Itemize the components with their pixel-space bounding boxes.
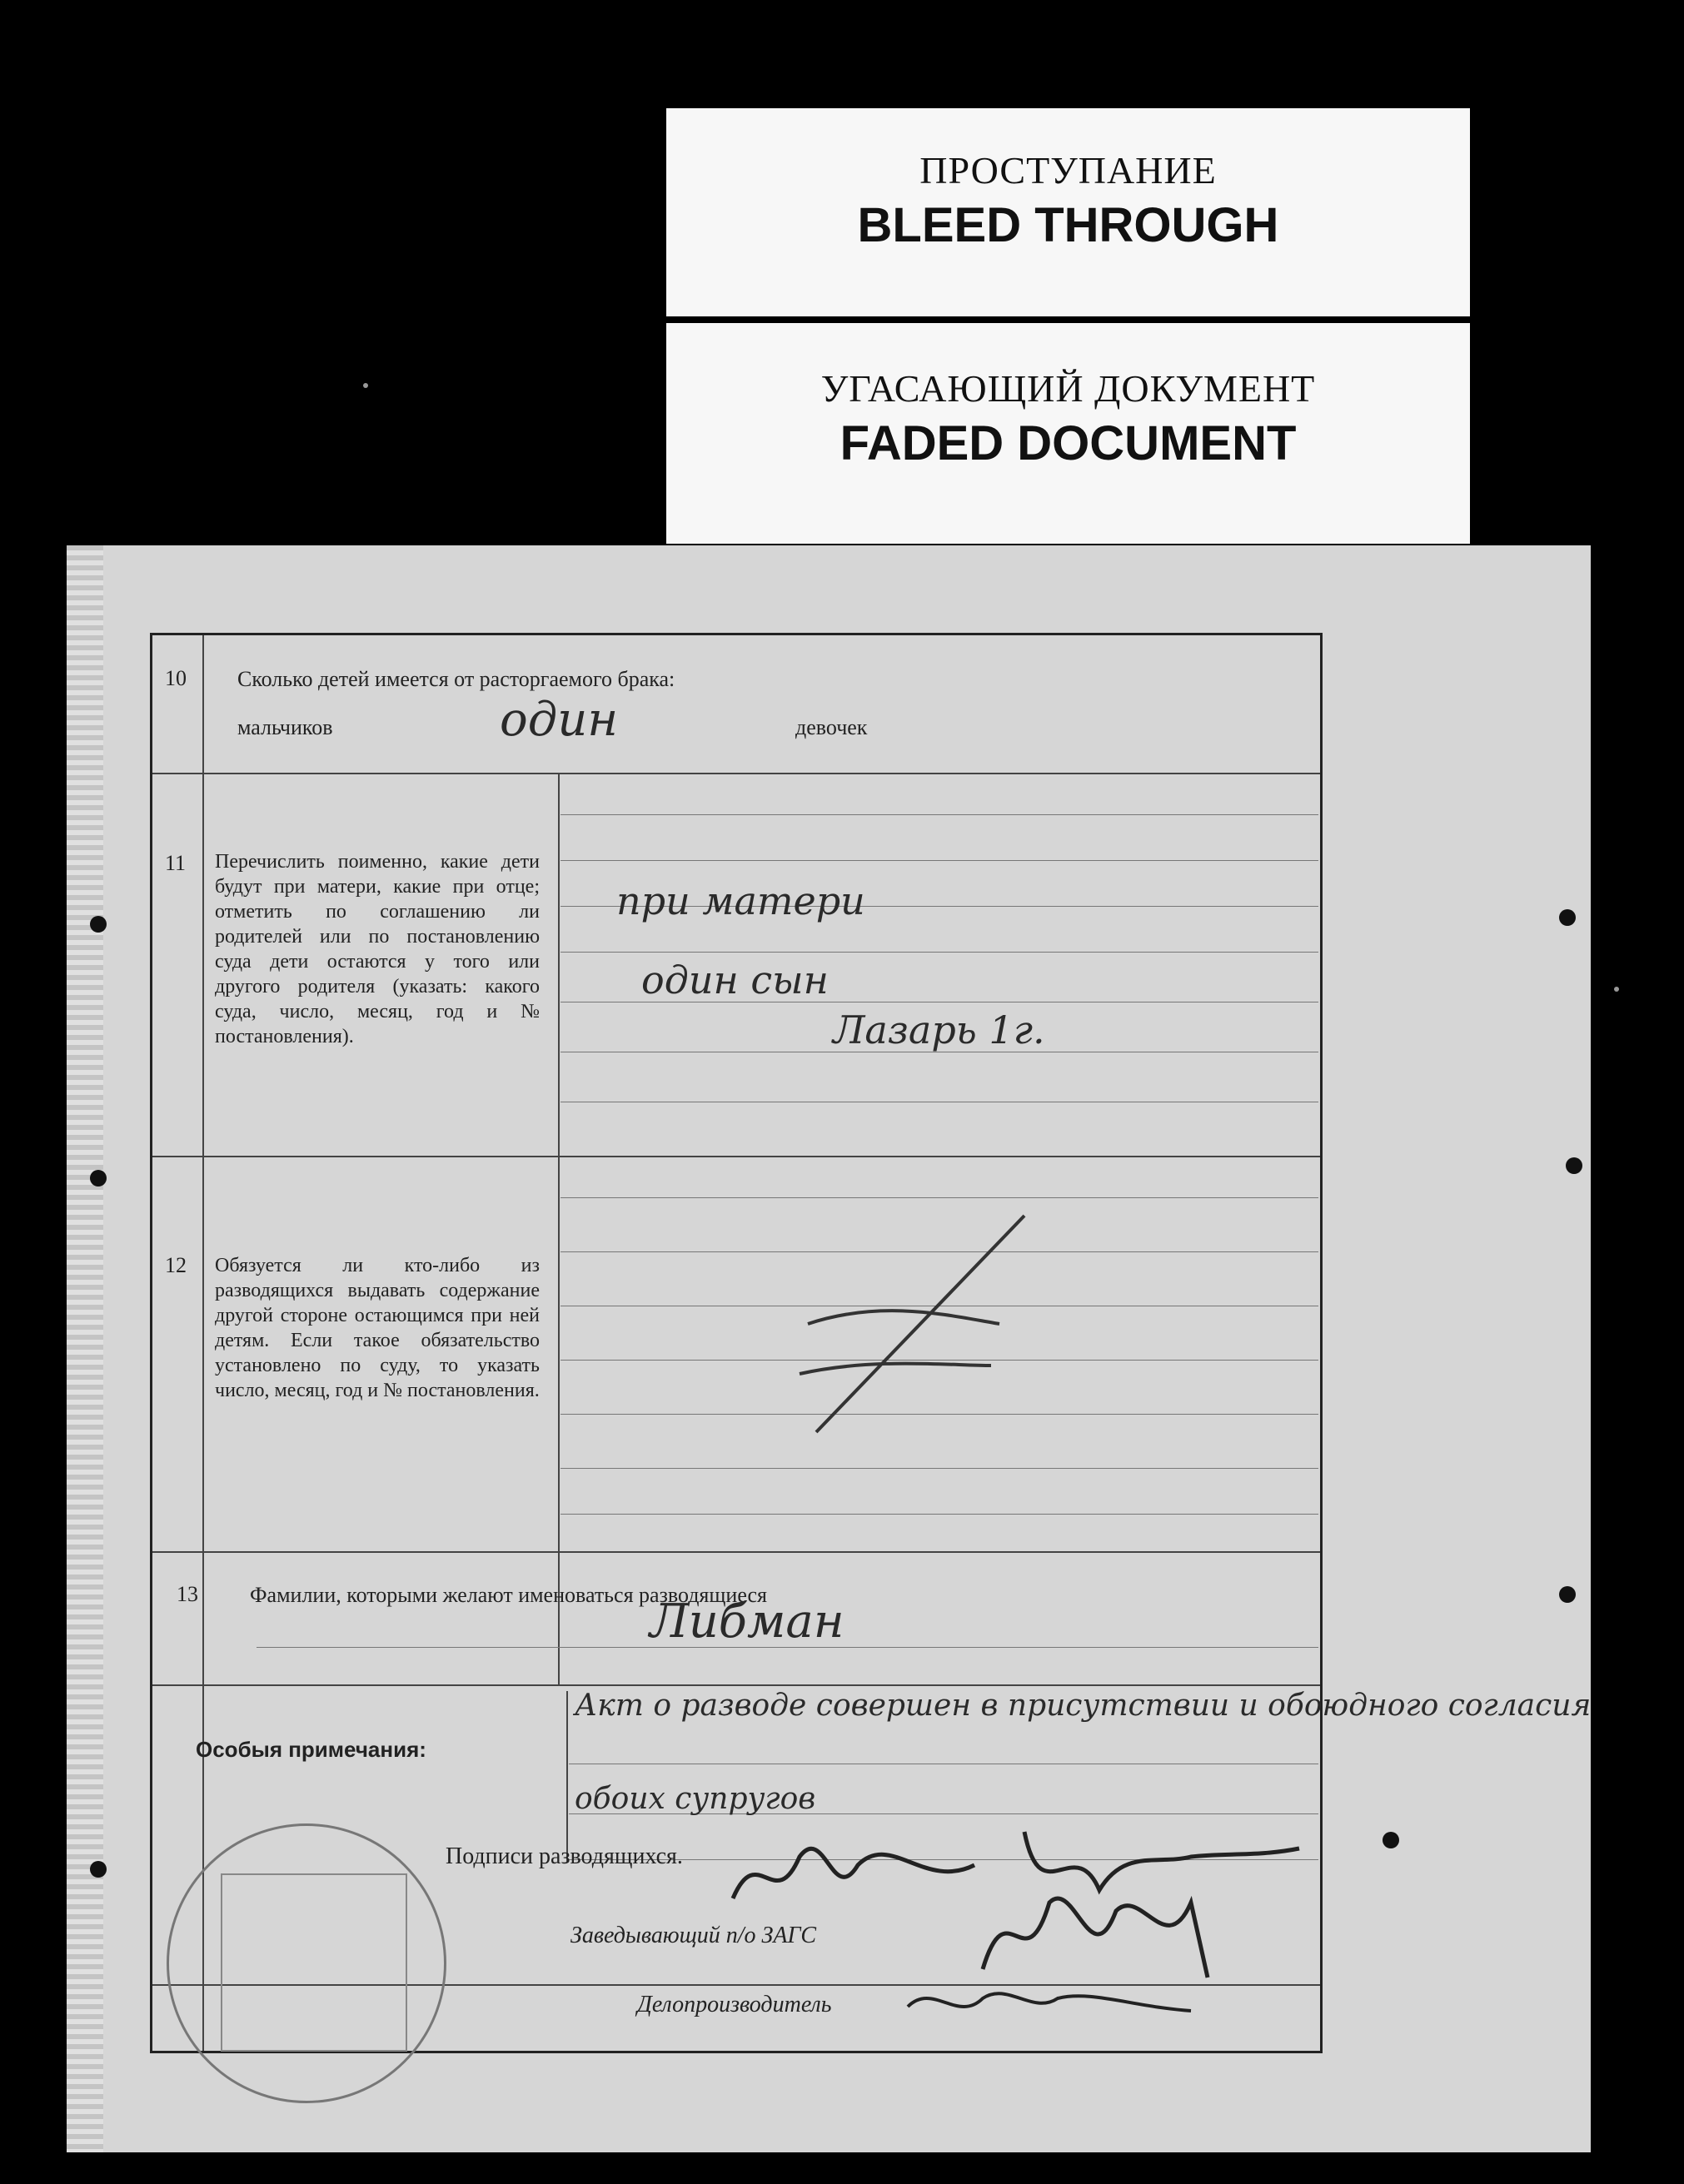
perforated-edge [67,545,103,2152]
head-zags-label: Заведывающий п/о ЗАГС [570,1923,817,1948]
row-11-answer-line3: Лазарь 1г. [833,1007,1045,1052]
clerk-signature [899,1973,1199,2040]
binding-hole-mark [90,1861,107,1878]
answer-rule [561,952,1318,953]
clerk-label: Делопроизводитель [637,1992,832,2017]
row-12-question: Обязуется ли кто-либо из разводящихся выдавать содержание другой стороне остающимся при ней детям. Если такое обязательство установлено по суду, то указать число, месяц, год и № постановления. [215,1255,540,1401]
official-stamp-inner-box [221,1873,407,2052]
row-10-question: Сколько детей имеется от расторгаемого брака: [237,667,675,691]
row-number-12: 12 [165,1253,187,1277]
bleed-through-label-card [666,108,1470,316]
row-divider [152,1684,1320,1686]
bleed-through-en: BLEED THROUGH [857,198,1279,252]
column-divider [202,635,204,2051]
row-number-13: 13 [177,1582,198,1606]
faded-document-ru: УГАСАЮЩИЙ ДОКУМЕНТ [820,367,1316,410]
row-number-10: 10 [165,666,187,690]
row-divider [152,1551,1320,1553]
row-13-answer: Либман [650,1594,844,1649]
row-10-boys-value: один [500,693,619,747]
row-divider [152,1156,1320,1157]
row-11-answer-line2: один сын [641,958,829,1002]
strike-through-mark [783,1199,1049,1449]
parties-signature-label: Подписи разводящихся. [446,1843,683,1869]
binding-hole-mark [1383,1832,1399,1848]
bleed-through-ru: ПРОСТУПАНИЕ [919,149,1217,192]
binding-hole-mark [1559,909,1576,926]
answer-rule [561,1468,1318,1469]
speck [363,383,368,388]
row-number-11: 11 [165,851,187,875]
binding-hole-mark [90,1170,107,1187]
speck [1614,987,1619,992]
row-divider [152,773,1320,774]
binding-hole-mark [1566,1157,1582,1174]
faded-document-label-card [666,323,1470,544]
answer-rule [561,1514,1318,1515]
answer-rule [561,1197,1318,1198]
answer-rule [561,814,1318,815]
binding-hole-mark [90,916,107,933]
notes-label: Особыя примечания: [196,1737,426,1762]
row-11-answer-line1: при матери [616,878,865,923]
row-11-question: Перечислить поименно, какие дети будут при матери, какие при отце; отметить по соглашению ли родителей или по постановлению суда дети остаются у того или другого родителя (указать: какого суда, число, месяц, год и № постановления). [215,851,540,1047]
faded-document-en: FADED DOCUMENT [840,416,1297,470]
row-10-boys-label: мальчиков [237,715,333,739]
answer-rule [561,860,1318,861]
column-divider [558,773,560,1684]
notes-line1: Акт о разводе совершен в присутствии и обоюдного согласия [575,1689,1592,1723]
binding-hole-mark [1559,1586,1576,1603]
notes-line2: обоих супругов [575,1782,816,1816]
row-10-girls-label: девочек [795,715,868,739]
notes-box-border [566,1691,568,1862]
row-13-question: Фамилии, которыми желают именоваться разводящиеся [250,1583,768,1607]
